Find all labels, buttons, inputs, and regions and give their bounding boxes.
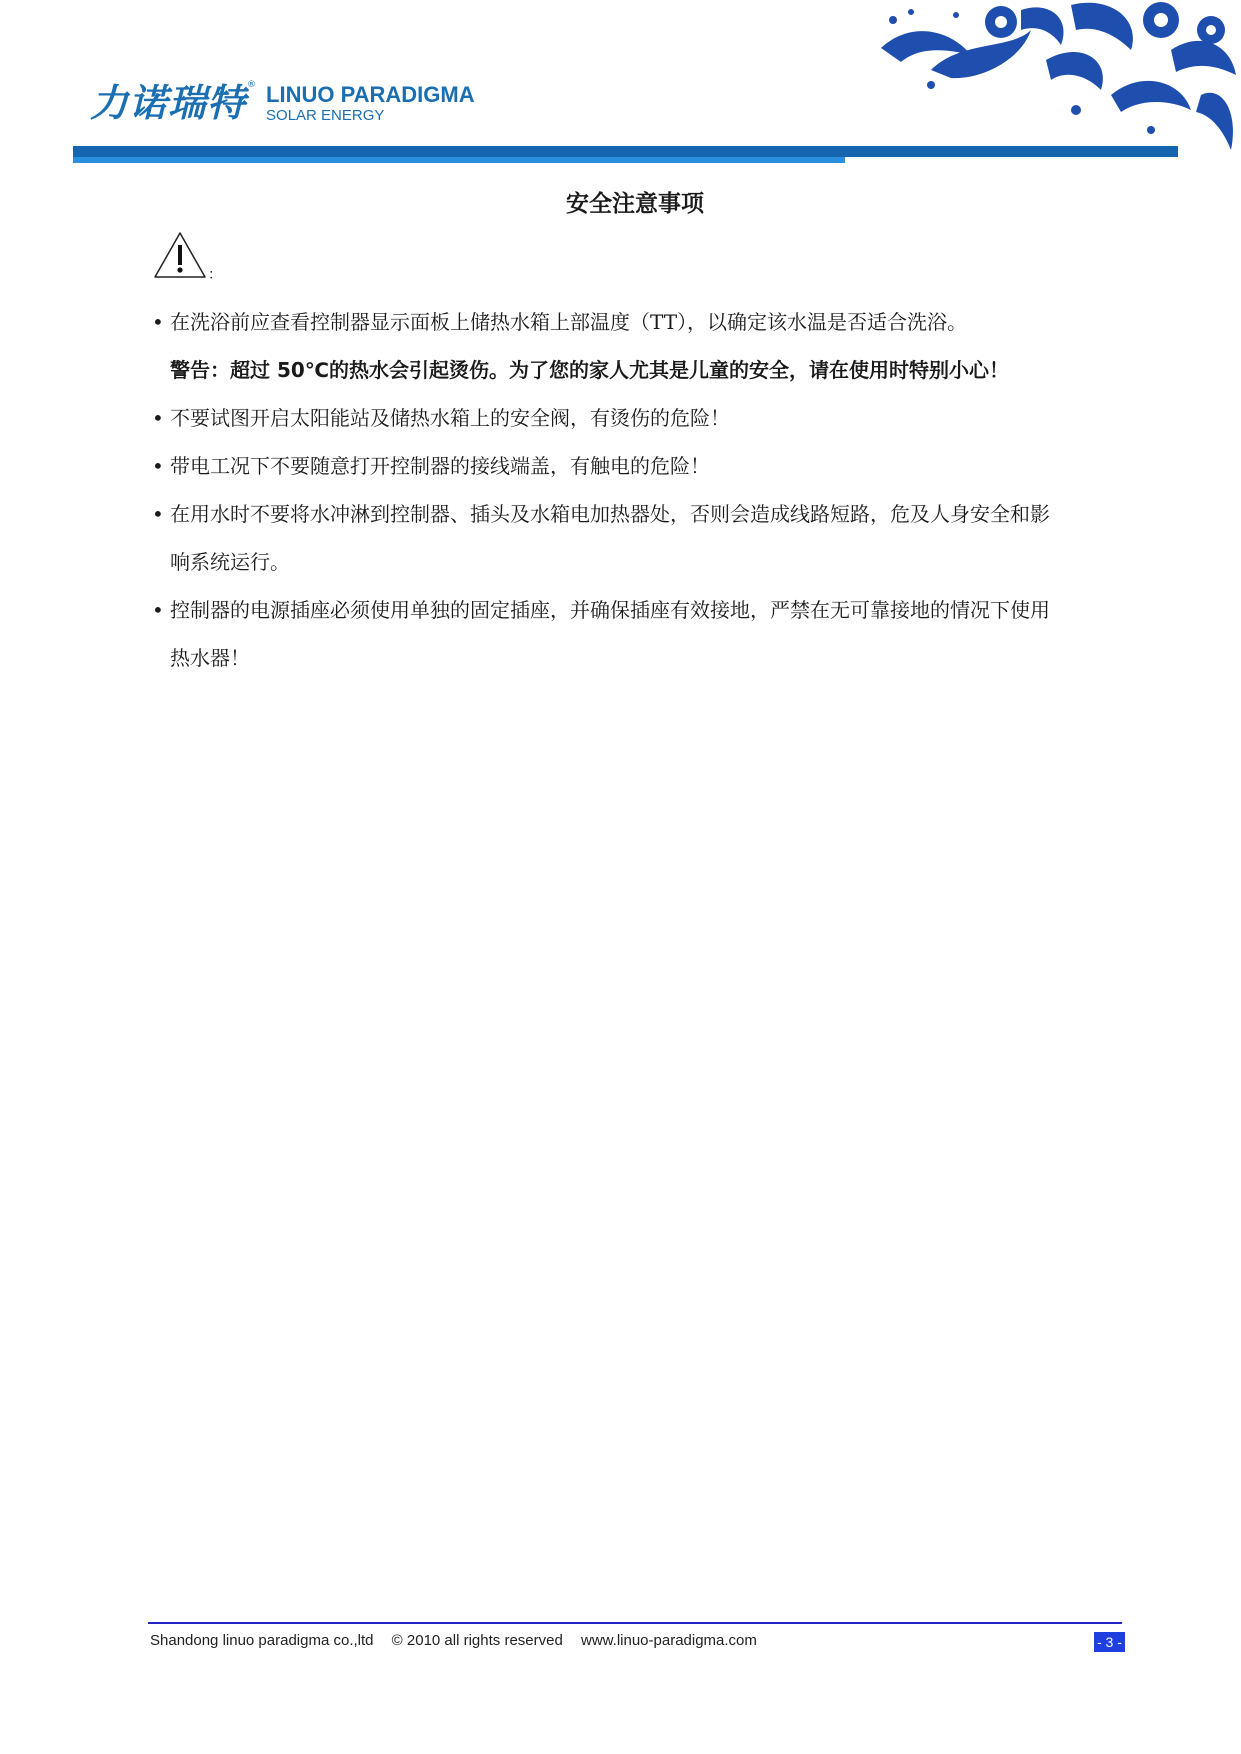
list-item: [152, 490, 1132, 586]
bullet: •: [152, 454, 164, 478]
item-text: 控制器的电源插座必须使用单独的固定插座，并确保插座有效接地，严禁在无可靠接地的情况下使用: [170, 598, 1050, 622]
item-text: 在洗浴前应查看控制器显示面板上储热水箱上部温度（TT），以确定该水温是否适合洗浴。: [170, 310, 968, 334]
logo-english-line1: LINUO PARADIGMA: [266, 82, 475, 107]
bullet: •: [152, 406, 164, 430]
item-text: 不要试图开启太阳能站及储热水箱上的安全阀，有烫伤的危险！: [170, 406, 730, 430]
page-title: 安全注意事项: [566, 191, 704, 217]
list-item: [152, 394, 1132, 442]
bullet: •: [152, 310, 164, 334]
warning-text: 警告：超过 50℃的热水会引起烫伤。为了您的家人尤其是儿童的安全，请在使用时特别小心！: [170, 358, 1010, 382]
item-text: 在用水时不要将水冲淋到控制器、插头及水箱电加热器处，否则会造成线路短路，危及人身安全和影: [170, 502, 1050, 526]
footer-rule: [148, 1622, 1122, 1624]
footer: [150, 1632, 771, 1649]
list-item: [152, 442, 1132, 490]
header-rule: [73, 146, 1178, 157]
bullet: •: [152, 502, 164, 526]
safety-notes: [152, 298, 1132, 682]
header-rule-accent: [73, 157, 845, 163]
company-logo: [90, 78, 475, 128]
floral-decoration-icon: [871, 0, 1241, 160]
footer-copyright: © 2010 all rights reserved: [391, 1632, 563, 1649]
registered-mark: ®: [247, 80, 257, 90]
logo-english-line2: SOLAR ENERGY: [266, 107, 385, 124]
bullet: •: [152, 598, 164, 622]
warning-icon-colon: ：: [208, 267, 222, 283]
item-text-continuation: 热水器！: [170, 646, 250, 670]
page-number: - 3 -: [1094, 1632, 1125, 1652]
footer-company: Shandong linuo paradigma co.,ltd: [150, 1632, 374, 1649]
list-item: [152, 586, 1132, 682]
footer-website-link[interactable]: www.linuo-paradigma.com: [580, 1632, 757, 1649]
item-text-continuation: 响系统运行。: [170, 550, 290, 574]
logo-english-name: [266, 83, 475, 125]
logo-chinese-name: 力诺瑞特: [90, 81, 247, 125]
item-text: 带电工况下不要随意打开控制器的接线端盖，有触电的危险！: [170, 454, 710, 478]
warning-triangle-icon: [152, 230, 208, 282]
list-item: [152, 298, 1132, 346]
